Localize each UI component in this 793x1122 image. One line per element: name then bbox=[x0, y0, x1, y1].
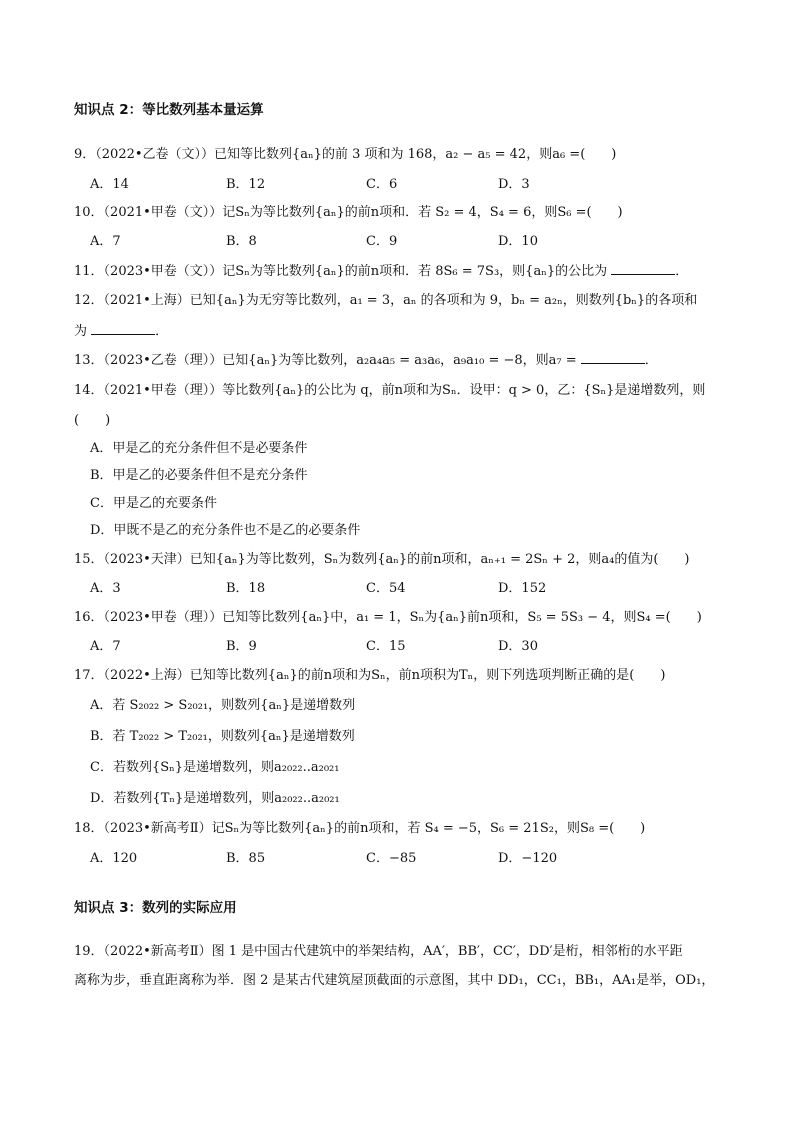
option-a: A．7 bbox=[90, 639, 121, 654]
option-a: A．3 bbox=[90, 581, 121, 596]
question-16-options bbox=[90, 638, 650, 656]
question-10-options bbox=[90, 233, 650, 251]
option-b: B．85 bbox=[226, 851, 266, 866]
option-d: D．10 bbox=[498, 234, 538, 249]
question-19-line-1: 19．（2022•新高考Ⅱ）图 1 是中国古代建筑中的举架结构，AA′，BB′，CC′，DD′是桁，相邻桁的水平距 bbox=[74, 944, 683, 959]
question-18-options bbox=[90, 850, 650, 868]
question-12-prefix: 为 bbox=[74, 324, 88, 339]
option-b: B．18 bbox=[226, 581, 266, 596]
question-11 bbox=[74, 262, 688, 281]
question-12-line-2 bbox=[74, 322, 168, 341]
question-9: 9．（2022•乙卷（文））已知等比数列{aₙ}的前 3 项和为 168，a₂ − a₅ = 42，则a₆ =( ) bbox=[74, 147, 617, 162]
question-11-end: ． bbox=[675, 264, 689, 279]
option-a: A．7 bbox=[90, 234, 121, 249]
section-title: 知识点 3：数列的实际应用 bbox=[74, 900, 237, 916]
question-19-line-2: 离称为步，垂直距离称为举．图 2 是某古代建筑屋顶截面的示意图，其中 DD₁，CC₁，BB₁，AA₁是举，OD₁， bbox=[74, 973, 715, 988]
question-13-text: 13．（2023•乙卷（理））已知{aₙ}为等比数列，a₂a₄a₅ = a₃a₆，a₉a₁₀ = −8，则a₇ = bbox=[74, 353, 577, 368]
question-17: 17．（2022•上海）已知等比数列{aₙ}的前n项和为Sₙ，前n项积为Tₙ，则下列选项判断正确的是( ) bbox=[74, 668, 666, 683]
question-10: 10．（2021•甲卷（文））记Sₙ为等比数列{aₙ}的前n项和．若 S₂ = 4，S₄ = 6，则S₆ =( ) bbox=[74, 205, 623, 220]
option-c: C．甲是乙的充要条件 bbox=[90, 496, 217, 511]
option-c: C．15 bbox=[366, 639, 406, 654]
option-d: D．152 bbox=[498, 581, 547, 596]
option-d: D．30 bbox=[498, 639, 538, 654]
question-9-options bbox=[90, 176, 650, 194]
question-11-text: 11．（2023•甲卷（文））记Sₙ为等比数列{aₙ}的前n项和．若 8S₆ = 7S₃，则{aₙ}的公比为 bbox=[74, 264, 608, 279]
option-b: B．甲是乙的必要条件但不是充分条件 bbox=[90, 468, 308, 483]
section-title: 知识点 2：等比数列基本量运算 bbox=[74, 102, 264, 118]
question-12-end: ． bbox=[155, 324, 169, 339]
answer-blank[interactable] bbox=[611, 262, 675, 275]
question-16: 16．（2023•甲卷（理））已知等比数列{aₙ}中，a₁ = 1，Sₙ为{aₙ}前n项和，S₅ = 5S₃ − 4，则S₄ =( ) bbox=[74, 610, 702, 625]
question-13-end: ． bbox=[644, 353, 658, 368]
question-12-line-1: 12．（2021•上海）已知{aₙ}为无穷等比数列，a₁ = 3，aₙ 的各项和为 9，bₙ = a₂ₙ，则数列{bₙ}的各项和 bbox=[74, 293, 698, 308]
option-d: D．3 bbox=[498, 177, 530, 192]
answer-blank[interactable] bbox=[91, 322, 155, 335]
option-d: D．甲既不是乙的充分条件也不是乙的必要条件 bbox=[90, 523, 361, 538]
option-a: A．14 bbox=[90, 177, 129, 192]
question-13 bbox=[74, 351, 658, 370]
answer-blank[interactable] bbox=[581, 351, 645, 364]
question-14-line-1: 14．（2021•甲卷（理））等比数列{aₙ}的公比为 q，前n项和为Sₙ．设甲：q > 0，乙：{Sₙ}是递增数列，则 bbox=[74, 383, 706, 398]
question-15-options bbox=[90, 580, 650, 598]
option-a: A．若 S₂₀₂₂ > S₂₀₂₁，则数列{aₙ}是递增数列 bbox=[90, 698, 356, 713]
option-b: B．12 bbox=[226, 177, 266, 192]
option-c: C．6 bbox=[366, 177, 398, 192]
option-a: A．甲是乙的充分条件但不是必要条件 bbox=[90, 441, 308, 456]
option-c: C．若数列{Sₙ}是递增数列，则a₂₀₂₂..a₂₀₂₁ bbox=[90, 760, 340, 775]
option-c: C．9 bbox=[366, 234, 398, 249]
option-b: B．8 bbox=[226, 234, 257, 249]
option-d: D．若数列{Tₙ}是递增数列，则a₂₀₂₂..a₂₀₂₁ bbox=[90, 791, 340, 806]
option-c: C．54 bbox=[366, 581, 406, 596]
option-b: B．若 T₂₀₂₂ > T₂₀₂₁，则数列{aₙ}是递增数列 bbox=[90, 729, 355, 744]
question-15: 15．（2023•天津）已知{aₙ}为等比数列，Sₙ为数列{aₙ}的前n项和，aₙ₊₁ = 2Sₙ + 2，则a₄的值为( ) bbox=[74, 552, 690, 567]
question-14-line-2: ( ) bbox=[74, 413, 111, 428]
question-18: 18．（2023•新高考Ⅱ）记Sₙ为等比数列{aₙ}的前n项和，若 S₄ = −5，S₆ = 21S₂，则S₈ =( ) bbox=[74, 821, 646, 836]
option-d: D．−120 bbox=[498, 851, 558, 866]
option-b: B．9 bbox=[226, 639, 257, 654]
option-c: C．−85 bbox=[366, 851, 417, 866]
option-a: A．120 bbox=[90, 851, 138, 866]
